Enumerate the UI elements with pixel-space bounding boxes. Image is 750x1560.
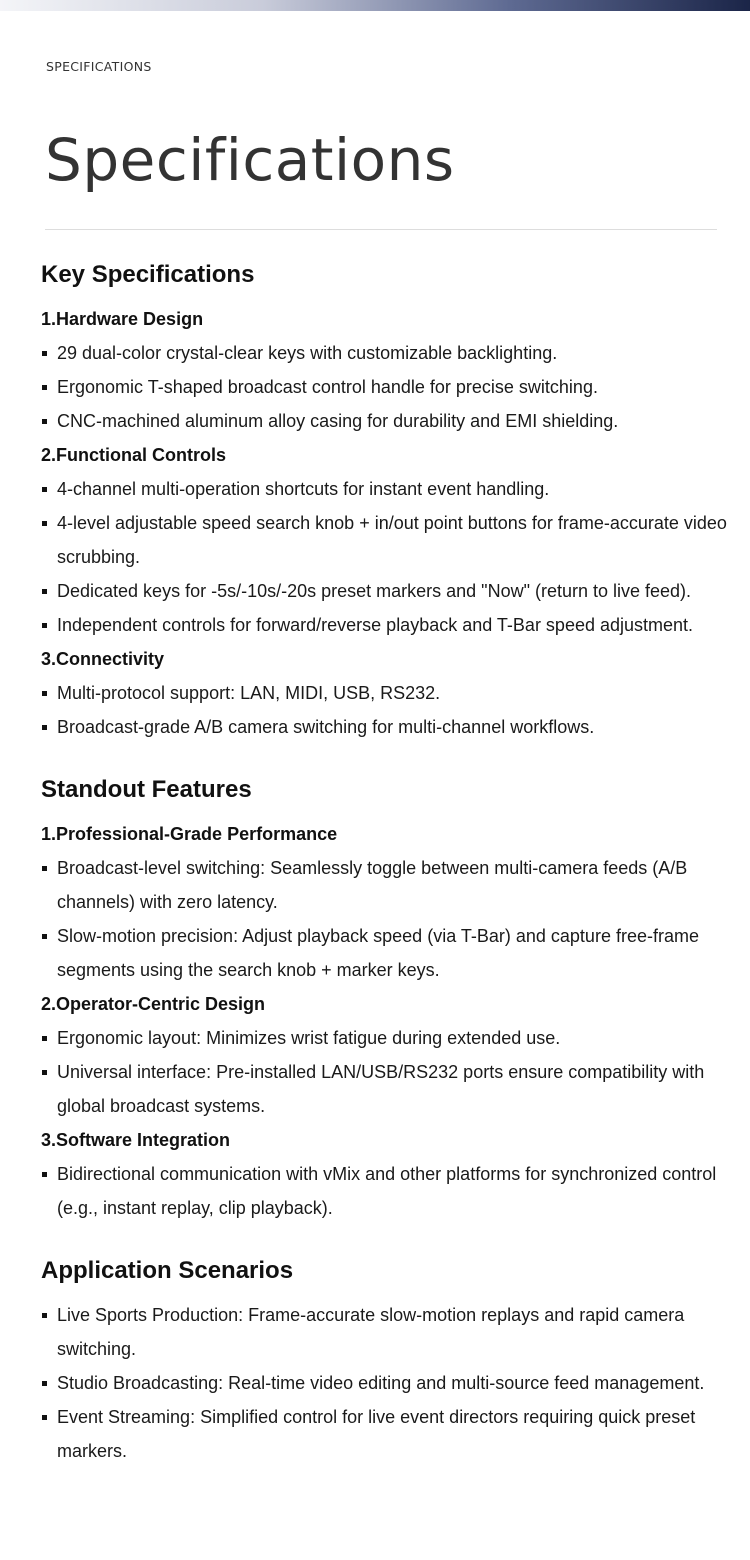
bullet-list	[41, 851, 741, 987]
title-divider	[45, 229, 717, 230]
list-item: Studio Broadcasting: Real-time video editing and multi-source feed management.	[41, 1366, 741, 1400]
list-item: Independent controls for forward/reverse playback and T-Bar speed adjustment.	[41, 608, 741, 642]
group-title: 2.Functional Controls	[41, 445, 227, 465]
eyebrow-label: SPECIFICATIONS	[46, 59, 152, 74]
section-heading: Standout Features	[41, 776, 252, 803]
group-title: 3.Software Integration	[41, 1130, 231, 1150]
top-gradient-bar	[0, 0, 750, 11]
page-title: Specifications	[45, 126, 455, 194]
group-title: 2.Operator-Centric Design	[41, 994, 266, 1014]
list-item: Broadcast-level switching: Seamlessly toggle between multi-camera feeds (A/B channels) with zero latency.	[41, 851, 741, 919]
list-item: 29 dual-color crystal-clear keys with customizable backlighting.	[41, 336, 741, 370]
list-item: Ergonomic T-shaped broadcast control handle for precise switching.	[41, 370, 741, 404]
bullet-list	[41, 1021, 741, 1123]
bullet-list	[41, 1298, 741, 1468]
list-item: Universal interface: Pre-installed LAN/USB/RS232 ports ensure compatibility with global broadcast systems.	[41, 1055, 741, 1123]
list-item: Live Sports Production: Frame-accurate slow-motion replays and rapid camera switching.	[41, 1298, 741, 1366]
key-specifications-section	[41, 254, 741, 744]
list-item: Dedicated keys for -5s/-10s/-20s preset markers and "Now" (return to live feed).	[41, 574, 741, 608]
list-item: Broadcast-grade A/B camera switching for multi-channel workflows.	[41, 710, 741, 744]
group-title: 1.Professional-Grade Performance	[41, 824, 338, 844]
list-item: Multi-protocol support: LAN, MIDI, USB, RS232.	[41, 676, 741, 710]
standout-features-section	[41, 769, 741, 1225]
section-spacer	[41, 744, 741, 769]
list-item: Slow-motion precision: Adjust playback speed (via T-Bar) and capture free-frame segments using the search knob + marker keys.	[41, 919, 741, 987]
section-heading: Application Scenarios	[41, 1257, 294, 1284]
content	[41, 254, 741, 1468]
bullet-list	[41, 1157, 741, 1225]
section-heading: Key Specifications	[41, 261, 255, 288]
list-item: Ergonomic layout: Minimizes wrist fatigue during extended use.	[41, 1021, 741, 1055]
list-item: 4-channel multi-operation shortcuts for instant event handling.	[41, 472, 741, 506]
bullet-list	[41, 472, 741, 642]
application-scenarios-section	[41, 1250, 741, 1468]
section-spacer	[41, 1225, 741, 1250]
list-item: 4-level adjustable speed search knob + in/out point buttons for frame-accurate video scrubbing.	[41, 506, 741, 574]
bullet-list	[41, 676, 741, 744]
group-title: 1.Hardware Design	[41, 309, 204, 329]
list-item: Event Streaming: Simplified control for live event directors requiring quick preset markers.	[41, 1400, 741, 1468]
bullet-list	[41, 336, 741, 438]
list-item: CNC-machined aluminum alloy casing for durability and EMI shielding.	[41, 404, 741, 438]
group-title: 3.Connectivity	[41, 649, 165, 669]
list-item: Bidirectional communication with vMix and other platforms for synchronized control (e.g., instant replay, clip playback).	[41, 1157, 741, 1225]
